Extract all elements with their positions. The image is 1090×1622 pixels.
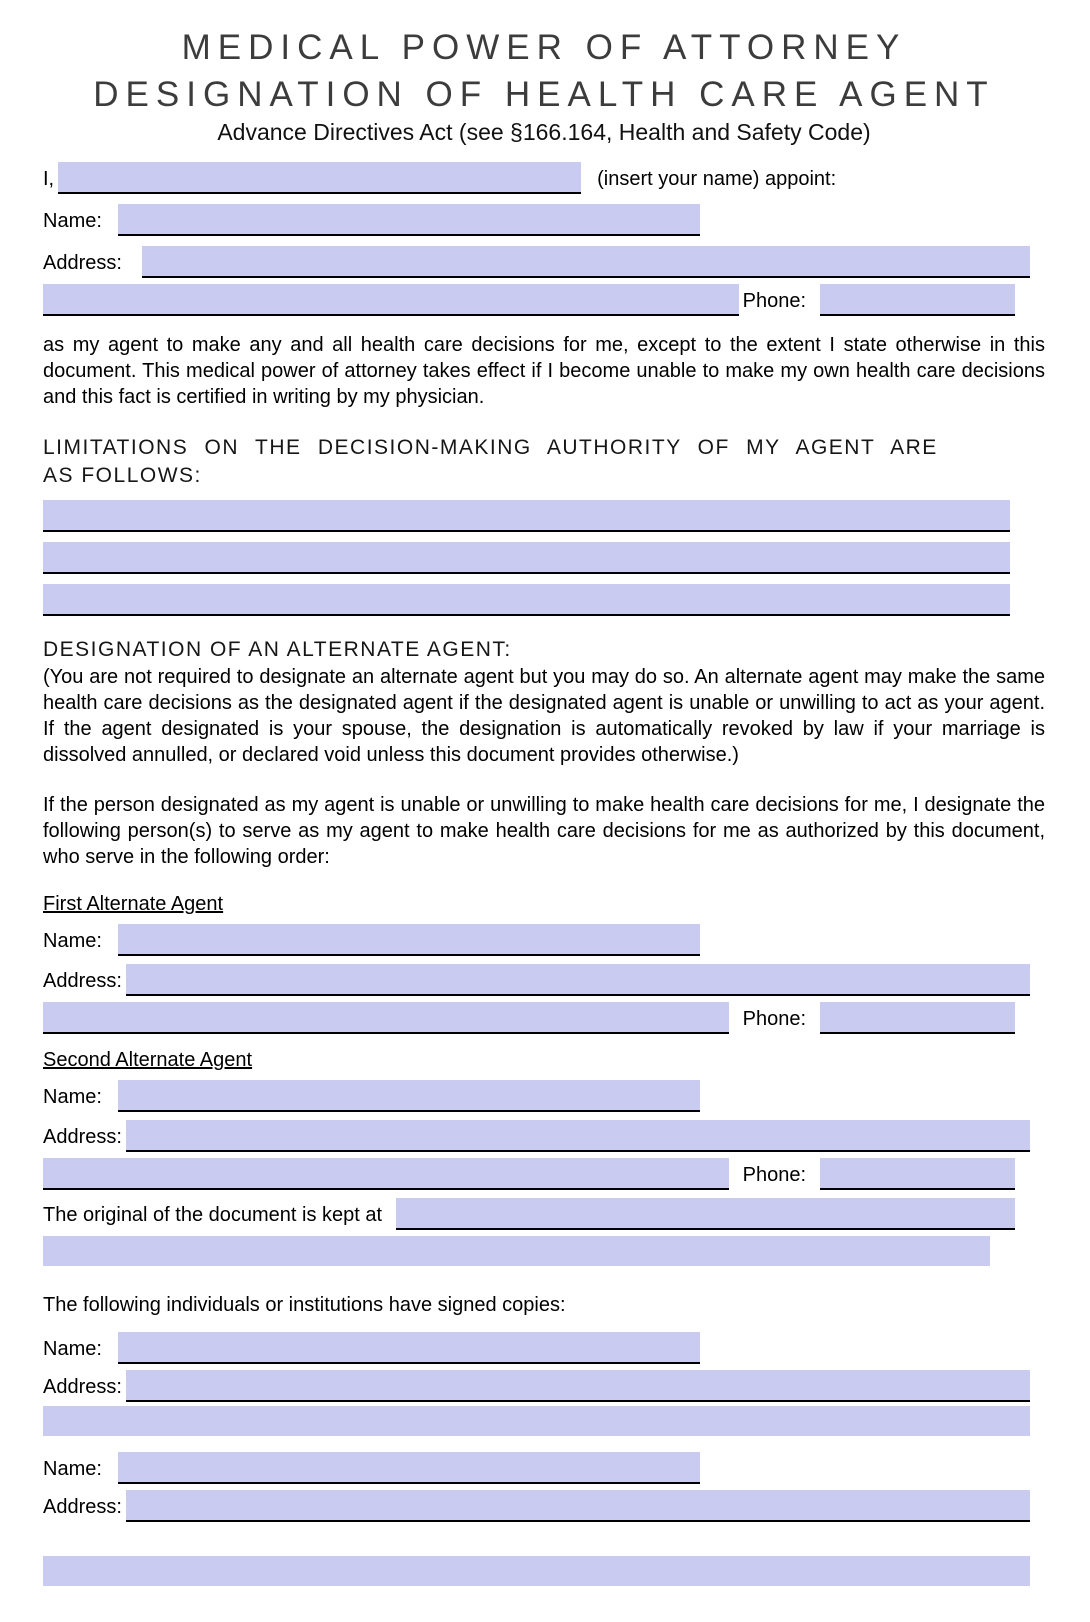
original-kept-label: The original of the document is kept at	[43, 1204, 383, 1226]
agent-name-row	[43, 204, 1045, 236]
first-alternate-heading: First Alternate Agent	[43, 893, 224, 915]
second-alternate-address-field-line2[interactable]	[43, 1158, 729, 1190]
address-label: Address:	[43, 970, 122, 992]
alternate-agent-note: (You are not required to designate an alternate agent but you may do so. An alternate agent may make the same health care decisions as the designated agent if the designated agent is unable or unwilling to act as your agent. If the agent designated is your spouse, the designation is automatically revoked by law if your marriage is dissolved annulled, or declared void unless this document provides otherwise.)	[43, 666, 1045, 766]
signed-copy2-name-row	[43, 1452, 1045, 1484]
phone-label: Phone:	[742, 1008, 806, 1030]
first-alternate-address-field-line1[interactable]	[126, 964, 1030, 996]
second-alternate-address-continuation-row	[43, 1158, 1045, 1190]
second-alternate-address-row	[43, 1120, 1045, 1152]
principal-name-field[interactable]	[58, 162, 581, 194]
agent-address-continuation-row	[43, 284, 1045, 316]
document-title-line2: DESIGNATION OF HEALTH CARE AGENT	[93, 75, 995, 114]
agent-address-field-line1[interactable]	[142, 246, 1030, 278]
limitations-heading-line2: AS FOLLOWS:	[43, 464, 202, 487]
designate-order-paragraph: If the person designated as my agent is unable or unwilling to make health care decisions for me, I designate the following person(s) to serve as my agent to make health care decisions for me as authorized by this document, who serve in the following order:	[43, 794, 1045, 868]
signed-copy1-address-field-line2[interactable]	[43, 1406, 1030, 1436]
phone-label: Phone:	[742, 1164, 806, 1186]
document-title-line1: MEDICAL POWER OF ATTORNEY	[181, 28, 907, 67]
phone-label: Phone:	[742, 290, 806, 312]
signed-copy1-name-field[interactable]	[118, 1332, 700, 1364]
signed-copy2-address-row	[43, 1490, 1045, 1522]
original-location-field-line1[interactable]	[396, 1198, 1015, 1230]
principal-appoint-row	[43, 162, 1045, 194]
first-alternate-address-row	[43, 964, 1045, 996]
address-label: Address:	[43, 1376, 122, 1398]
signed-copy2-address-field-line1[interactable]	[126, 1490, 1030, 1522]
signed-copy1-address-row	[43, 1370, 1045, 1402]
name-label: Name:	[43, 210, 102, 232]
name-label: Name:	[43, 1086, 102, 1108]
second-alternate-name-row	[43, 1080, 1045, 1112]
signed-copies-label: The following individuals or institutions have signed copies:	[43, 1294, 566, 1316]
limitations-heading	[43, 434, 1045, 490]
first-alternate-name-field[interactable]	[118, 924, 700, 956]
agent-address-field-line2[interactable]	[43, 284, 739, 316]
i-label: I,	[43, 168, 55, 190]
first-alternate-name-row	[43, 924, 1045, 956]
address-label: Address:	[43, 252, 122, 274]
limitations-field-line1[interactable]	[43, 500, 1010, 532]
document-subtitle: Advance Directives Act (see §166.164, Health and Safety Code)	[217, 119, 871, 145]
name-label: Name:	[43, 930, 102, 952]
limitations-heading-line1: LIMITATIONS ON THE DECISION-MAKING AUTHORITY OF MY AGENT ARE	[43, 436, 938, 459]
signed-copy2-address-field-line2[interactable]	[43, 1556, 1030, 1586]
agent-address-row	[43, 246, 1045, 278]
agent-authority-paragraph: as my agent to make any and all health care decisions for me, except to the extent I state otherwise in this document. This medical power of attorney takes effect if I become unable to make my own health care decisions and this fact is certified in writing by my physician.	[43, 334, 1045, 408]
address-label: Address:	[43, 1496, 122, 1518]
second-alternate-phone-field[interactable]	[820, 1158, 1015, 1190]
original-location-row	[43, 1198, 1045, 1230]
agent-name-field[interactable]	[118, 204, 700, 236]
name-label: Name:	[43, 1338, 102, 1360]
name-label: Name:	[43, 1458, 102, 1480]
second-alternate-address-field-line1[interactable]	[126, 1120, 1030, 1152]
signed-copy1-address-field-line1[interactable]	[126, 1370, 1030, 1402]
second-alternate-heading: Second Alternate Agent	[43, 1049, 253, 1071]
insert-your-name-hint: (insert your name) appoint:	[597, 168, 837, 190]
limitations-field-line3[interactable]	[43, 584, 1010, 616]
address-label: Address:	[43, 1126, 122, 1148]
signed-copy2-name-field[interactable]	[118, 1452, 700, 1484]
first-alternate-address-field-line2[interactable]	[43, 1002, 729, 1034]
alternate-agent-heading: DESIGNATION OF AN ALTERNATE AGENT:	[43, 638, 512, 661]
signed-copy1-name-row	[43, 1332, 1045, 1364]
agent-phone-field[interactable]	[820, 284, 1015, 316]
limitations-field-line2[interactable]	[43, 542, 1010, 574]
first-alternate-phone-field[interactable]	[820, 1002, 1015, 1034]
second-alternate-name-field[interactable]	[118, 1080, 700, 1112]
first-alternate-address-continuation-row	[43, 1002, 1045, 1034]
original-location-field-line2[interactable]	[43, 1236, 990, 1266]
